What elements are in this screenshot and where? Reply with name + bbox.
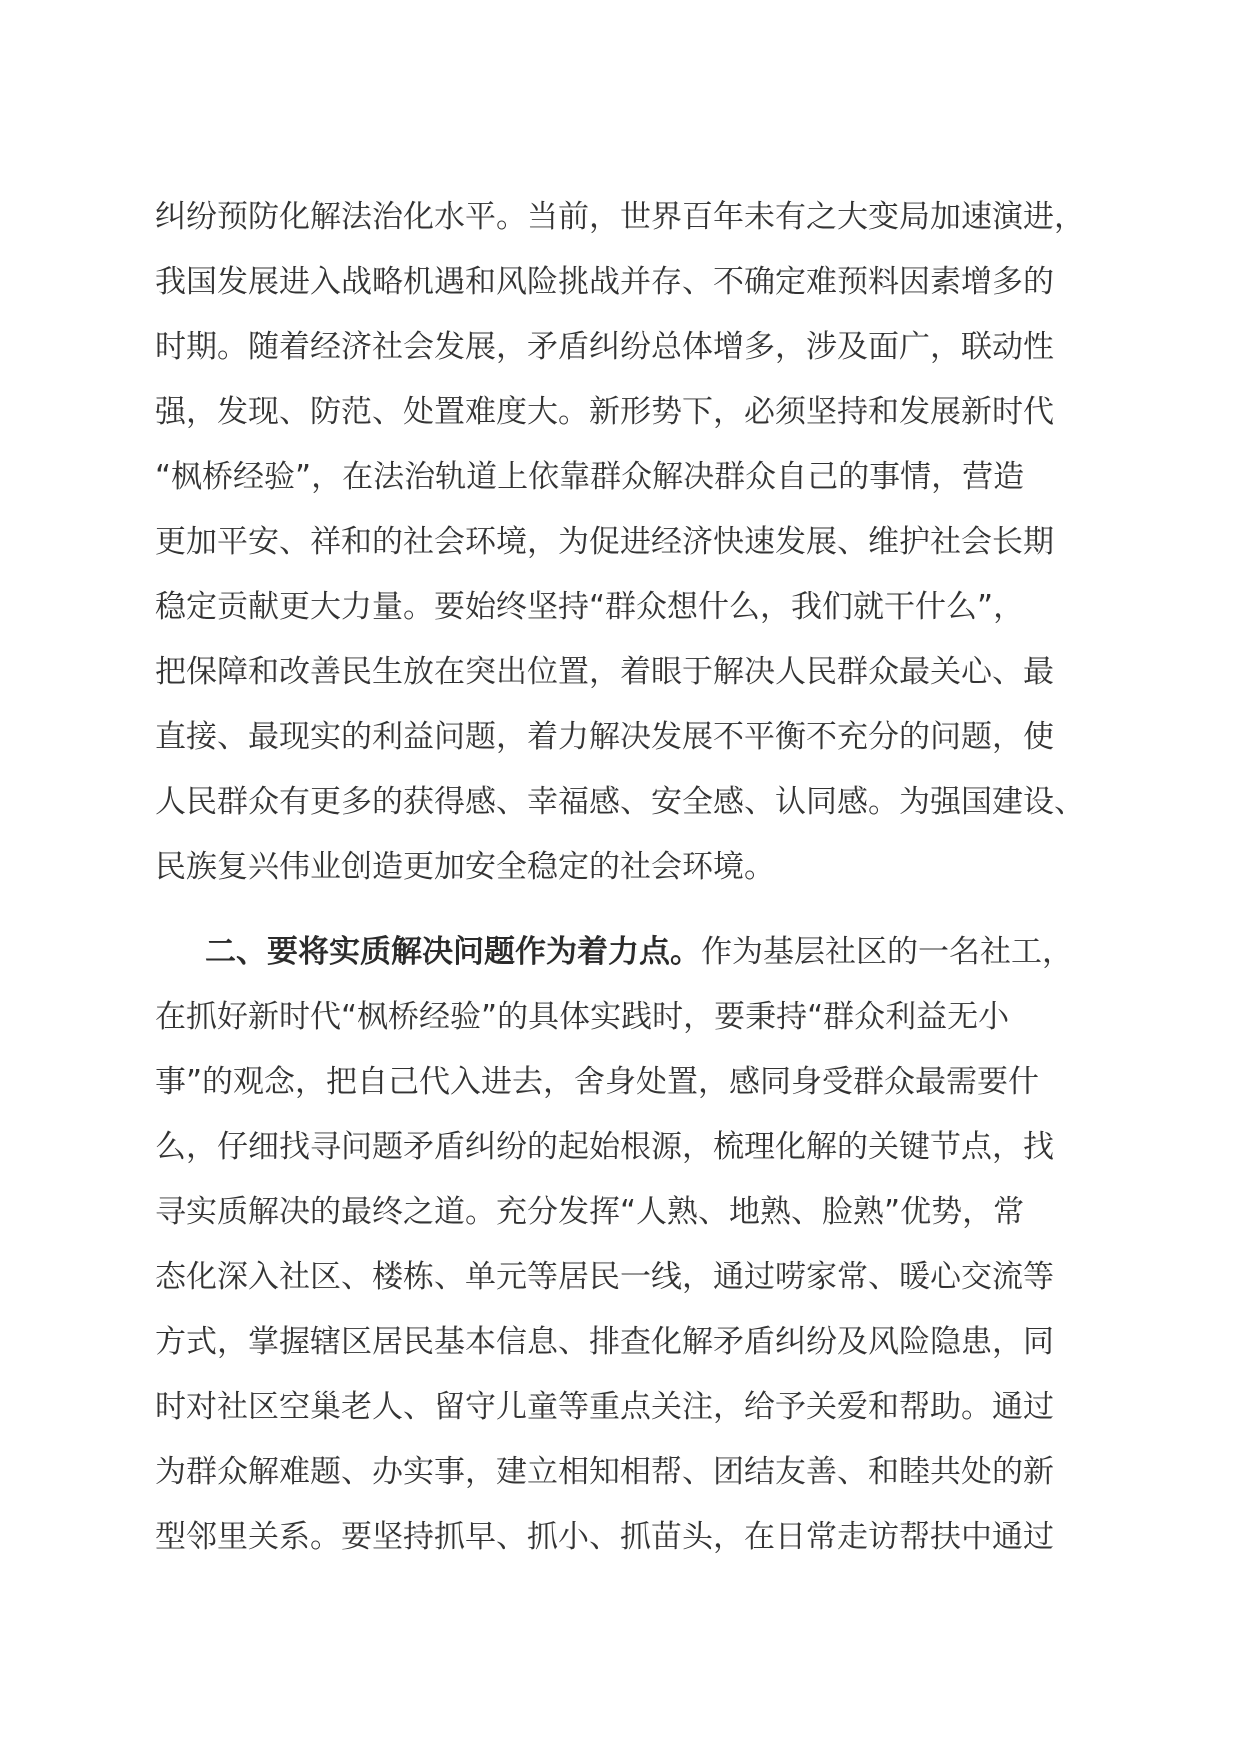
paragraph-line: 更加平安、祥和的社会环境，为促进经济快速发展、维护社会长期 <box>155 524 1054 560</box>
paragraph-line: 时对社区空巢老人、留守儿童等重点关注，给予关爱和帮助。通过 <box>155 1389 1054 1425</box>
paragraph-line: 型邻里关系。要坚持抓早、抓小、抓苗头，在日常走访帮扶中通过 <box>155 1519 1054 1555</box>
paragraph-line: 为群众解难题、办实事，建立相知相帮、团结友善、和睦共处的新 <box>155 1454 1054 1490</box>
paragraph-line: 人民群众有更多的获得感、幸福感、安全感、认同感。为强国建设、 <box>155 784 1085 820</box>
paragraph-line: 直接、最现实的利益问题，着力解决发展不平衡不充分的问题，使 <box>155 719 1054 755</box>
paragraph-line: 方式，掌握辖区居民基本信息、排查化解矛盾纠纷及风险隐患，同 <box>155 1324 1054 1360</box>
paragraph-line: 民族复兴伟业创造更加安全稳定的社会环境。 <box>155 849 775 885</box>
paragraph-2 <box>155 920 1075 1570</box>
paragraph-1 <box>155 185 1085 900</box>
paragraph-line: 把保障和改善民生放在突出位置，着眼于解决人民群众最关心、最 <box>155 654 1054 690</box>
paragraph-line: 稳定贡献更大力量。要始终坚持“群众想什么，我们就干什么”， <box>155 589 1025 625</box>
paragraph-line: 寻实质解决的最终之道。充分发挥“人熟、地熟、脸熟”优势，常 <box>155 1194 1025 1230</box>
paragraph-first-line <box>155 920 1075 985</box>
paragraph-line: 我国发展进入战略机遇和风险挑战并存、不确定难预料因素增多的 <box>155 264 1054 300</box>
paragraph-line: 纠纷预防化解法治化水平。当前，世界百年未有之大变局加速演进， <box>155 199 1085 235</box>
paragraph-line: 时期。随着经济社会发展，矛盾纠纷总体增多，涉及面广，联动性 <box>155 329 1054 365</box>
paragraph-line: 强，发现、防范、处置难度大。新形势下，必须坚持和发展新时代 <box>155 394 1054 430</box>
paragraph-line: 态化深入社区、楼栋、单元等居民一线，通过唠家常、暖心交流等 <box>155 1259 1054 1295</box>
paragraph-line: 么，仔细找寻问题矛盾纠纷的起始根源，梳理化解的关键节点，找 <box>155 1129 1054 1165</box>
section-heading: 二、要将实质解决问题作为着力点。 <box>205 934 701 970</box>
paragraph-line: 在抓好新时代“枫桥经验”的具体实践时，要秉持“群众利益无小 <box>155 999 1010 1035</box>
paragraph-line: “枫桥经验”，在法治轨道上依靠群众解决群众自己的事情，营造 <box>155 459 1025 495</box>
paragraph-line: 事”的观念，把自己代入进去，舍身处置，感同身受群众最需要什 <box>155 1064 1040 1100</box>
first-line-text: 作为基层社区的一名社工， <box>701 934 1073 970</box>
